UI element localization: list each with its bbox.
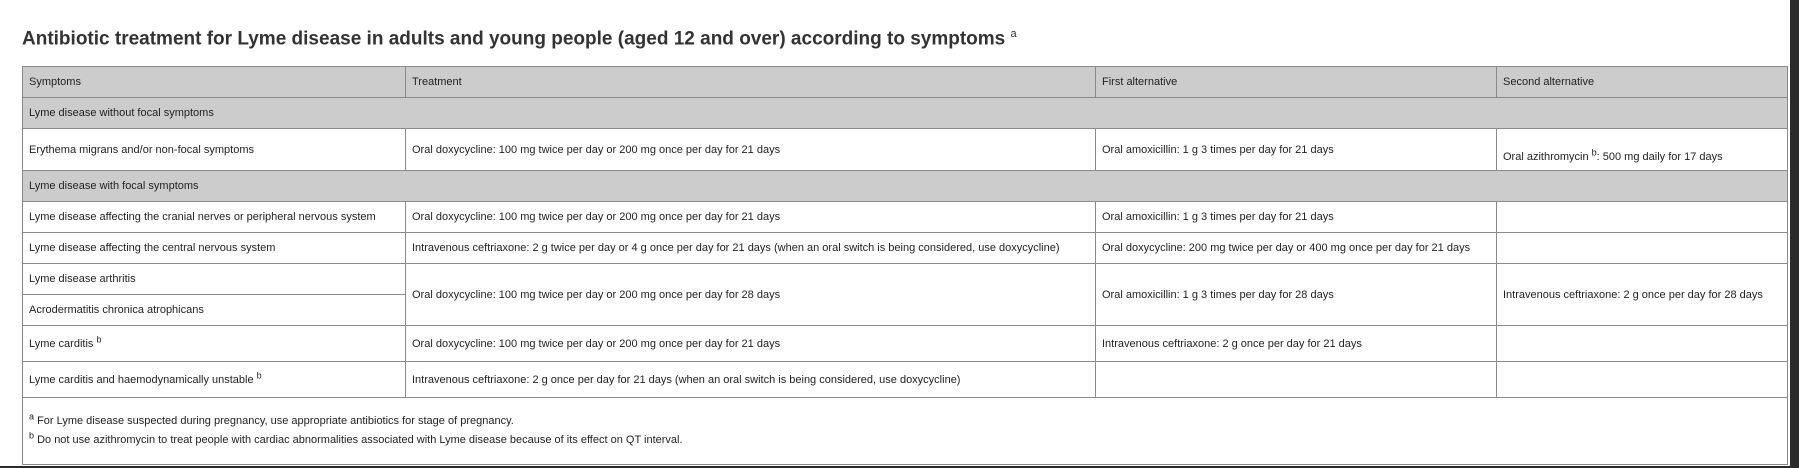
group-label: Lyme disease without focal symptoms bbox=[23, 98, 1788, 129]
footnote-marker: b bbox=[96, 334, 102, 345]
second-alternative-cell bbox=[1497, 202, 1788, 233]
treatment-cell: Oral doxycycline: 100 mg twice per day or 200 mg once per day for 21 days bbox=[406, 129, 1096, 171]
footnote-marker: b bbox=[1591, 147, 1597, 158]
symptom-cell: Lyme disease affecting the cranial nerves or peripheral nervous system bbox=[23, 202, 406, 233]
footnotes bbox=[23, 398, 1788, 465]
first-alternative-cell: Intravenous ceftriaxone: 2 g once per day for 21 days bbox=[1096, 326, 1497, 362]
group-row bbox=[23, 171, 1788, 202]
second-alternative-cell: Oral azithromycin $^b$: 500 mg daily for 17 days bbox=[1497, 129, 1788, 171]
table-row bbox=[23, 362, 1788, 398]
footnote-a: $^a$ For Lyme disease suspected during pregnancy, use appropriate antibiotics for stage of pregnancy. bbox=[29, 411, 514, 428]
column-header-first-alternative: First alternative bbox=[1096, 67, 1497, 98]
symptom-cell: Lyme disease arthritis bbox=[23, 264, 406, 295]
symptom-cell: Lyme carditis $^b$ bbox=[23, 326, 406, 362]
footnotes-row bbox=[23, 398, 1788, 465]
second-alternative-cell: Intravenous ceftriaxone: 2 g once per day for 28 days bbox=[1497, 264, 1788, 326]
table-row bbox=[23, 233, 1788, 264]
group-row bbox=[23, 98, 1788, 129]
treatment-cell: Oral doxycycline: 100 mg twice per day or 200 mg once per day for 28 days bbox=[406, 264, 1096, 326]
first-alternative-cell: Oral amoxicillin: 1 g 3 times per day for 28 days bbox=[1096, 264, 1497, 326]
table-row bbox=[23, 264, 1788, 295]
symptom-cell: Lyme disease affecting the central nervous system bbox=[23, 233, 406, 264]
table-row bbox=[23, 202, 1788, 233]
treatment-cell: Intravenous ceftriaxone: 2 g once per day for 21 days (when an oral switch is being considered, use doxycycline) bbox=[406, 362, 1096, 398]
table-title: Antibiotic treatment for Lyme disease in adults and young people (aged 12 and over) according to symptoms $^a$ bbox=[22, 28, 1017, 50]
column-header-second-alternative: Second alternative bbox=[1497, 67, 1788, 98]
treatment-cell: Oral doxycycline: 100 mg twice per day or 200 mg once per day for 21 days bbox=[406, 326, 1096, 362]
table-row bbox=[23, 129, 1788, 171]
column-header-treatment: Treatment bbox=[406, 67, 1096, 98]
treatment-cell: Intravenous ceftriaxone: 2 g twice per day or 4 g once per day for 21 days (when an oral switch is being considered, use doxycycline) bbox=[406, 233, 1096, 264]
footnote-marker: a bbox=[1010, 28, 1017, 40]
second-alternative-cell bbox=[1497, 362, 1788, 398]
symptom-cell: Erythema migrans and/or non-focal symptoms bbox=[23, 129, 406, 171]
second-alternative-cell bbox=[1497, 326, 1788, 362]
second-alternative-cell bbox=[1497, 233, 1788, 264]
footnote-b: $^b$ Do not use azithromycin to treat people with cardiac abnormalities associated with Lyme disease because of its effect on QT interval. bbox=[29, 430, 683, 447]
treatment-cell: Oral doxycycline: 100 mg twice per day or 200 mg once per day for 21 days bbox=[406, 202, 1096, 233]
first-alternative-cell: Oral amoxicillin: 1 g 3 times per day for 21 days bbox=[1096, 202, 1497, 233]
footnote-marker: b bbox=[256, 370, 262, 381]
table-row bbox=[23, 326, 1788, 362]
first-alternative-cell: Oral amoxicillin: 1 g 3 times per day for 21 days bbox=[1096, 129, 1497, 171]
first-alternative-cell: Oral doxycycline: 200 mg twice per day or 400 mg once per day for 21 days bbox=[1096, 233, 1497, 264]
header-row bbox=[23, 67, 1788, 98]
group-label: Lyme disease with focal symptoms bbox=[23, 171, 1788, 202]
symptom-cell: Lyme carditis and haemodynamically unstable $^b$ bbox=[23, 362, 406, 398]
first-alternative-cell bbox=[1096, 362, 1497, 398]
symptom-cell: Acrodermatitis chronica atrophicans bbox=[23, 295, 406, 326]
column-header-symptoms: Symptoms bbox=[23, 67, 406, 98]
treatment-table bbox=[22, 66, 1788, 465]
